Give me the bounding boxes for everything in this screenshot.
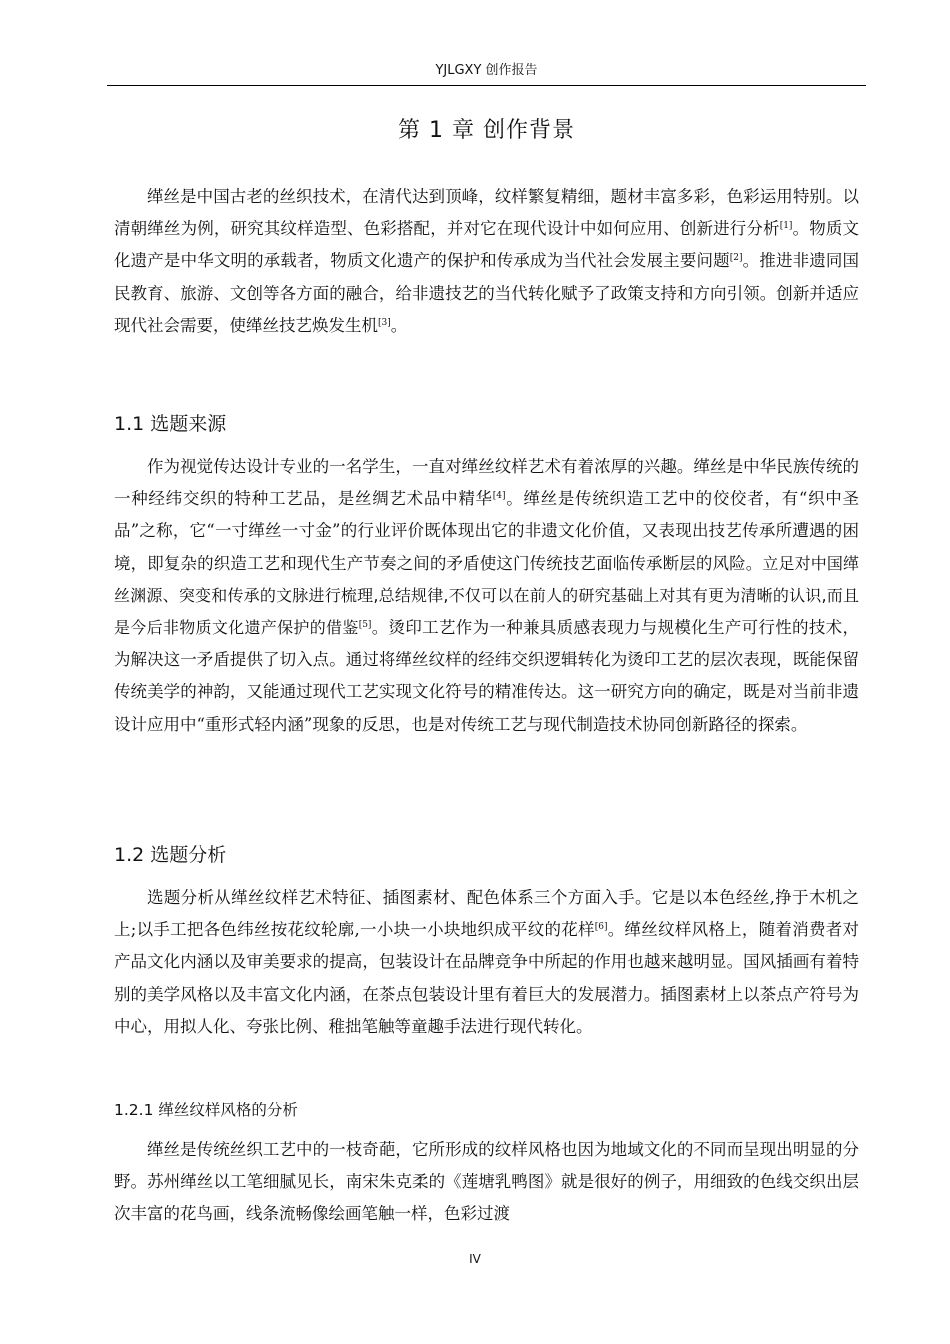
section-heading-1-1: 1.1 选题来源	[114, 413, 227, 435]
section-1-2-1-text-1: 缂丝是传统丝织工艺中的一枝奇葩，它所形成的纹样风格也因为地域文化的不同而呈现出明显的分野。苏州缂丝以工笔细腻见长，南宋朱克柔的《莲塘乳鸭图》就是很好的例子，用细致的色线交织出层次丰富的花鸟画，线条流畅像绘画笔触一样，色彩过渡	[114, 1140, 859, 1224]
citation-ref-6[interactable]: [6]	[594, 922, 608, 933]
section-1-2-1-paragraph	[114, 1134, 859, 1231]
running-header: YJLGXY 创作报告	[435, 63, 538, 78]
citation-ref-2[interactable]: [2]	[729, 253, 743, 264]
section-1-1-text-3: 。烫印工艺作为一种兼具质感表现力与规模化生产可行性的技术，为解决这一矛盾提供了切入点。通过将缂丝纹样的经纬交织逻辑转化为烫印工艺的层次表现，既能保留传统美学的神韵，又能通过现代工艺实现文化符号的精准传达。这一研究方向的确定，既是对当前非遗设计应用中“重形式轻内涵”现象的反思，也是对传统工艺与现代制造技术协同创新路径的探索。	[114, 618, 859, 734]
citation-ref-5[interactable]: [5]	[358, 620, 372, 631]
chapter-title: 第 1 章 创作背景	[398, 118, 575, 143]
section-1-2-paragraph	[114, 882, 859, 1043]
section-1-1-emphasis: 立足对中国缂丝渊源、突变和传承的文脉进行梳理,总结规律,不仅可以在前人的研究基础上对其有更为清晰的认识,而且是今后非物质文化遗产保护的借鉴	[114, 553, 859, 638]
intro-text-3: 。推进非遗同国民教育、旅游、文创等各方面的融合，给非遗技艺的当代转化赋予了政策支持和方向引领。创新并适应现代社会需要，使缂丝技艺焕发生机	[114, 251, 860, 335]
citation-ref-4[interactable]: [4]	[492, 491, 506, 502]
section-1-2-text-1: 选题分析从缂丝纹样艺术特征、插图素材、配色体系三个方面入手。它是以本色经丝,挣于木机之上;以手工把各色纬丝按花纹轮廓,一小块一小块地织成平纹的花样	[114, 888, 859, 940]
intro-text-4: 。	[390, 315, 408, 335]
section-heading-1-2-1: 1.2.1 缂丝纹样风格的分析	[114, 1101, 298, 1119]
intro-text-1: 缂丝是中国古老的丝织技术，在清代达到顶峰，纹样繁复精细，题材丰富多彩，色彩运用特别。以清朝缂丝为例，研究其纹样造型、色彩搭配，并对它在现代设计中如何应用、创新进行分析	[114, 187, 859, 239]
section-1-1-text-1: 作为视觉传达设计专业的一名学生，一直对缂丝纹样艺术有着浓厚的兴趣。缂丝是中华民族传统的一种经纬交织的特种工艺品，是丝绸艺术品中精华	[114, 457, 859, 509]
section-1-1-paragraph	[114, 451, 859, 741]
section-1-1-text-2: 。缂丝是传统织造工艺中的佼佼者，有“织中圣品”之称，它“一寸缂丝一寸金”的行业评价既体现出它的非遗文化价值，又表现出技艺传承所遭遇的困境，即复杂的织造工艺和现代生产节奏之间的矛盾使这门传统技艺面临传承断层的风险。	[114, 489, 859, 573]
page-number: IV	[469, 1252, 481, 1266]
citation-ref-1[interactable]: [1]	[779, 221, 793, 232]
intro-paragraph	[114, 181, 859, 342]
section-heading-1-2: 1.2 选题分析	[114, 844, 227, 866]
intro-text-2: 。物质文化遗产是中华文明的承载者，物质文化遗产的保护和传承成为当代社会发展主要问题	[114, 219, 860, 271]
header-rule	[107, 85, 866, 86]
section-1-2-text-2: 。缂丝纹样风格上，随着消费者对产品文化内涵以及审美要求的提高，包装设计在品牌竞争中所起的作用也越来越明显。国风插画有着特别的美学风格以及丰富文化内涵，在茶点包装设计里有着巨大的发展潜力。插图素材上以茶点产符号为中心，用拟人化、夸张比例、稚拙笔触等童趣手法进行现代转化。	[114, 920, 859, 1036]
citation-ref-3[interactable]: [3]	[378, 317, 391, 328]
